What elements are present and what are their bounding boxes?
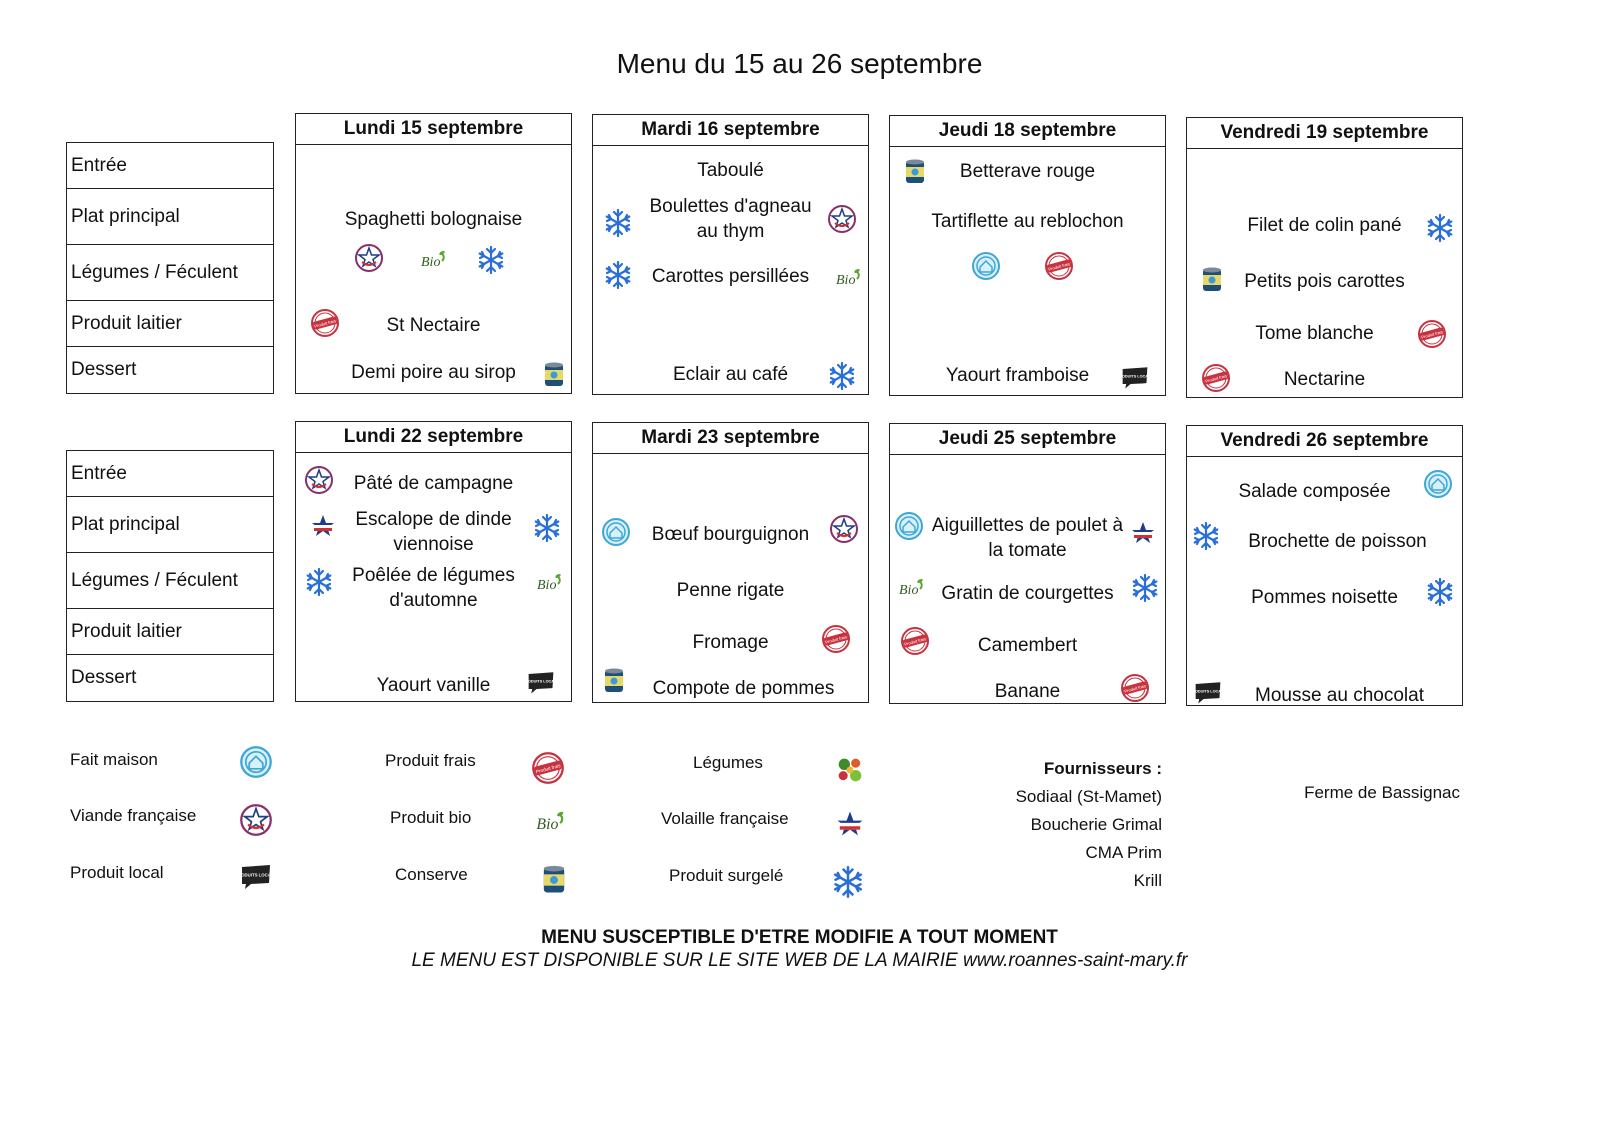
dish: Compote de pommes [652, 678, 835, 700]
day-body [593, 146, 868, 394]
row-label: Produit laitier [67, 609, 273, 655]
viande-francaise-icon [827, 204, 857, 234]
day-card [889, 115, 1166, 396]
legend-label: Produit surgelé [669, 866, 784, 885]
day-card [295, 421, 572, 702]
dish: Pommes noisette [1251, 586, 1398, 608]
bio-icon [534, 568, 564, 598]
produit-local-icon-text: PRODUITS LOCAUX [522, 679, 560, 684]
conserve-icon [1197, 265, 1227, 295]
row-label: Produit laitier [67, 301, 273, 347]
conserve-icon [599, 666, 629, 696]
day-header: Lundi 15 septembre [296, 114, 571, 145]
bio-icon [532, 804, 568, 840]
snowflake-icon [827, 361, 857, 391]
snowflake-icon [1191, 521, 1221, 551]
produit-local-icon [1116, 362, 1154, 392]
produit-frais-icon-text: Produit frais [313, 318, 337, 329]
viande-francaise-icon [829, 514, 859, 544]
produit-frais-icon [1120, 673, 1150, 703]
produit-local-icon [522, 667, 560, 697]
dish: Aiguillettes de poulet à la tomate [931, 515, 1124, 562]
produit-local-icon-text: PRODUITS LOCAUX [1189, 689, 1227, 694]
bio-icon [418, 245, 448, 275]
legend-label: Viande française [70, 806, 197, 825]
dish: Filet de colin pané [1247, 214, 1402, 236]
dish: Tartiflette au reblochon [931, 211, 1124, 233]
supplier-item: Sodiaal (St-Mamet) [1015, 787, 1162, 806]
dish: Petits pois carottes [1244, 270, 1405, 292]
produit-frais-icon [900, 626, 930, 656]
day-header: Mardi 23 septembre [593, 423, 868, 454]
day-body [593, 454, 868, 702]
notice-website: LE MENU EST DISPONIBLE SUR LE SITE WEB DE LA MAIRIE www.roannes-saint-mary.fr [411, 950, 1188, 971]
row-label: Entrée [67, 143, 273, 189]
produit-frais-icon [1201, 363, 1231, 393]
notice-modification: MENU SUSCEPTIBLE D'ETRE MODIFIE A TOUT MOMENT [541, 927, 1058, 948]
snowflake-icon [1425, 213, 1455, 243]
day-body [296, 145, 571, 393]
produit-local-icon [1189, 677, 1227, 707]
dish: Gratin de courgettes [941, 583, 1114, 605]
dish: Carottes persillées [651, 266, 810, 288]
row-labels [66, 450, 274, 702]
supplier-item: CMA Prim [1085, 843, 1162, 862]
dish: Penne rigate [676, 580, 785, 602]
volaille-francaise-icon [308, 511, 338, 541]
row-label: Plat principal [67, 189, 273, 245]
supplier-extra: Ferme de Bassignac [1304, 783, 1460, 802]
snowflake-icon [1425, 577, 1455, 607]
fait-maison-icon [238, 744, 274, 780]
row-labels [66, 142, 274, 394]
conserve-icon [536, 862, 572, 898]
day-header: Vendredi 19 septembre [1187, 118, 1462, 149]
snowflake-icon [830, 864, 866, 900]
dish: Camembert [977, 635, 1078, 657]
produit-frais-icon-text: Produit frais [903, 636, 927, 648]
day-header: Lundi 22 septembre [296, 422, 571, 453]
dish: Betterave rouge [959, 161, 1096, 183]
bio-icon-text: Bio [537, 578, 557, 593]
day-header: Jeudi 18 septembre [890, 116, 1165, 147]
suppliers [980, 755, 1162, 895]
snowflake-icon [304, 567, 334, 597]
day-body [1187, 149, 1462, 397]
day-body [890, 147, 1165, 395]
supplier-item: Krill [1133, 871, 1162, 890]
day-body [296, 453, 571, 701]
dish: Banane [994, 681, 1061, 703]
bio-icon-text: Bio [899, 583, 919, 599]
dish: Spaghetti bolognaise [344, 209, 523, 230]
fait-maison-icon [894, 511, 924, 541]
snowflake-icon [603, 260, 633, 290]
dish: Pâté de campagne [353, 473, 514, 494]
produit-frais-icon-text: Produit frais [535, 764, 562, 776]
produit-local-icon [235, 858, 277, 894]
dish: Eclair au café [672, 364, 789, 386]
dish: Taboulé [697, 160, 764, 182]
dish: Nectarine [1283, 368, 1366, 390]
legumes-icon [832, 752, 868, 788]
produit-frais-icon-text: Produit frais [824, 634, 848, 645]
viande-francaise-icon [238, 802, 274, 838]
bio-icon-text: Bio [421, 255, 441, 270]
conserve-icon [900, 157, 930, 187]
fait-maison-icon [971, 251, 1001, 281]
page-title: Menu du 15 au 26 septembre [616, 48, 983, 79]
produit-local-icon-text: PRODUITS LOCAUX [1116, 374, 1154, 379]
produit-frais-icon [1044, 251, 1074, 281]
day-card [295, 113, 572, 394]
bio-icon [833, 263, 863, 293]
day-body [890, 455, 1165, 703]
day-body [1187, 457, 1462, 705]
legend-label: Produit local [70, 863, 164, 882]
volaille-francaise-icon [832, 806, 868, 842]
dish: Poêlée de légumes d'automne [352, 565, 515, 611]
bio-icon-text: Bio [536, 815, 559, 833]
row-label: Entrée [67, 451, 273, 497]
day-card [592, 422, 869, 703]
bio-icon-text: Bio [836, 273, 856, 289]
legend-label: Produit frais [385, 751, 476, 770]
fait-maison-icon [601, 517, 631, 547]
dish: Salade composée [1238, 480, 1391, 502]
produit-frais-icon [310, 308, 340, 338]
viande-francaise-icon [304, 465, 334, 495]
legend-label: Légumes [693, 753, 763, 772]
conserve-icon [539, 360, 569, 390]
legend-label: Volaille française [661, 809, 789, 828]
produit-frais-icon-text: Produit frais [1420, 328, 1444, 340]
row-label: Dessert [71, 667, 137, 688]
dish: Tome blanche [1255, 322, 1374, 344]
viande-francaise-icon [354, 243, 384, 273]
dish: Mousse au chocolat [1255, 684, 1424, 706]
snowflake-icon [476, 245, 506, 275]
legend-label: Produit bio [390, 808, 472, 827]
volaille-francaise-icon [1128, 518, 1158, 548]
row-label: Plat principal [67, 497, 273, 553]
suppliers-heading: Fournisseurs : [1043, 759, 1162, 778]
dish: Boulettes d'agneau au thym [649, 196, 812, 243]
day-header: Vendredi 26 septembre [1187, 426, 1462, 457]
day-card [592, 114, 869, 395]
dish: Bœuf bourguignon [651, 524, 810, 546]
snowflake-icon [1130, 573, 1160, 603]
dish: Demi poire au sirop [351, 362, 516, 383]
day-card [1186, 425, 1463, 706]
dish: Brochette de poisson [1248, 530, 1427, 552]
day-header: Mardi 16 septembre [593, 115, 868, 146]
day-card [889, 423, 1166, 704]
produit-frais-icon [530, 750, 566, 786]
dish: Fromage [692, 632, 769, 654]
produit-frais-icon [1417, 319, 1447, 349]
snowflake-icon [603, 208, 633, 238]
produit-frais-icon-text: Produit frais [1123, 683, 1147, 695]
legend-label: Fait maison [70, 750, 158, 769]
dish: St Nectaire [386, 315, 481, 336]
row-label: Légumes / Féculent [67, 553, 273, 609]
snowflake-icon [532, 513, 562, 543]
day-header: Jeudi 25 septembre [890, 424, 1165, 455]
produit-frais-icon-text: Produit frais [1047, 261, 1071, 273]
dish: Escalope de dinde viennoise [355, 509, 512, 555]
produit-frais-icon-text: Produit frais [1204, 372, 1228, 384]
dish: Yaourt framboise [945, 365, 1090, 387]
dish: Yaourt vanille [376, 675, 491, 696]
row-label: Légumes / Féculent [67, 245, 273, 301]
produit-frais-icon [821, 624, 851, 654]
produit-local-icon-text: PRODUITS LOCAUX [235, 872, 277, 878]
row-label: Dessert [71, 359, 137, 380]
supplier-item: Boucherie Grimal [1030, 815, 1162, 834]
fait-maison-icon [1423, 469, 1453, 499]
legend-label: Conserve [395, 865, 468, 884]
bio-icon [896, 573, 926, 603]
day-card [1186, 117, 1463, 398]
